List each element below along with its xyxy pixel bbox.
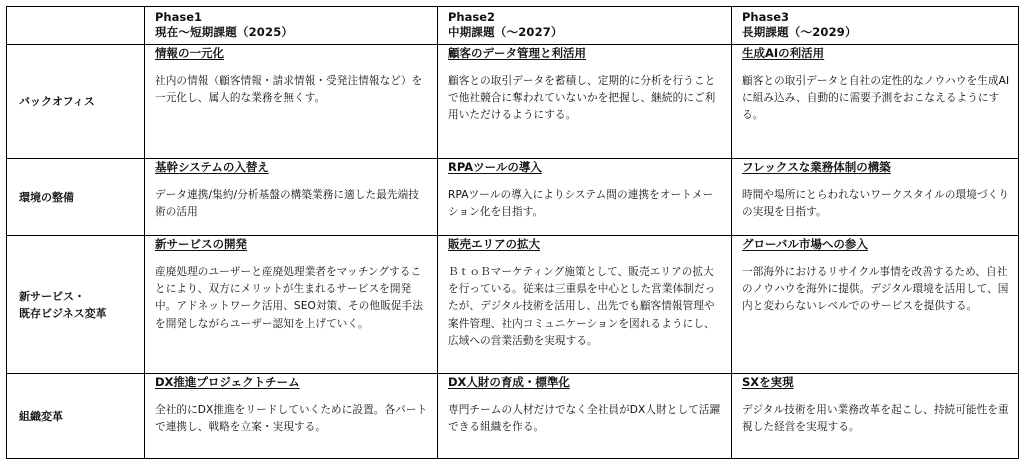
cell-title: グローバル市場への参入 [742,237,868,251]
phase2-header [438,7,732,45]
cell-title: 生成AIの利活用 [742,46,825,60]
phase2-name: Phase2 [448,10,496,24]
row-new-service [7,236,1019,374]
row-label-line: 新サービス・ [19,289,85,303]
phase1-header [145,7,438,45]
cell-body: 社内の情報（顧客情報・請求情報・受発注情報など）を一元化し、属人的な業務を無くす。 [155,75,423,105]
row-label-line: 組織変革 [19,409,63,423]
row-label-line: 既存ビジネス変革 [19,306,107,320]
phase1-cell [145,159,438,236]
dx-roadmap-table [6,6,1019,459]
cell-title: 販売エリアの拡大 [448,237,540,251]
row-label [7,236,145,374]
cell-body: デジタル技術を用い業務改革を起こし、持続可能性を重視した経営を実現する。 [742,404,1009,434]
cell-body: 産廃処理のユーザーと産廃処理業者をマッチングすることにより、双方にメリットが生まれるサービスを開発中。アドネットワーク活用、SEO対策、その他販促手法を開発しながらユーザー認知を上げていく。 [155,266,423,330]
row-back-office [7,45,1019,159]
cell-body: データ連携/集約/分析基盤の構築業務に適した最先端技術の活用 [155,189,419,219]
phase3-cell [732,374,1019,459]
row-label [7,45,145,159]
row-label [7,374,145,459]
cell-title: DX推進プロジェクトチーム [155,375,300,389]
cell-title: フレックスな業務体制の構築 [742,160,891,174]
phase3-cell [732,159,1019,236]
phase1-period: 現在～短期課題（2025） [155,25,294,39]
cell-title: 基幹システムの入替え [155,160,269,174]
corner-cell [7,7,145,45]
cell-title: DX人財の育成・標準化 [448,375,570,389]
cell-title: 顧客のデータ管理と利活用 [448,46,586,60]
cell-body: 顧客との取引データを蓄積し、定期的に分析を行うことで他社競合に奪われていないかを把握し、継続的にご利用いただけるようにする。 [448,75,716,122]
cell-title: RPAツールの導入 [448,160,542,174]
cell-body: 顧客との取引データと自社の定性的なノウハウを生成AIに組み込み、自動的に需要予測をおこなえるようにする。 [742,75,1010,122]
cell-body: ＢｔｏＢマーケティング施策として、販売エリアの拡大を行っている。従来は三重県を中心とした営業体制だったが、デジタル技術を活用し、出先でも顧客情報管理や案件管理、社内コミュニケーションを図れるようにし、広域への営業活動を実現する。 [448,266,716,347]
cell-title: 情報の一元化 [155,46,224,60]
cell-body: 専門チームの人材だけでなく全社員がDX人財として活躍できる組織を作る。 [448,404,721,434]
phase1-name: Phase1 [155,10,203,24]
phase3-name: Phase3 [742,10,790,24]
phase1-cell [145,236,438,374]
phase2-cell [438,159,732,236]
row-environment [7,159,1019,236]
row-organization [7,374,1019,459]
phase3-period: 長期課題（～2029） [742,25,857,39]
row-label [7,159,145,236]
row-label-line: 環境の整備 [19,190,74,204]
phase2-cell [438,45,732,159]
cell-body: RPAツールの導入によりシステム間の連携をオートメーション化を目指す。 [448,189,714,219]
cell-body: 時間や場所にとらわれないワークスタイルの環境づくりの実現を目指す。 [742,189,1010,219]
cell-body: 全社的にDX推進をリードしていくために設置。各パートで連携し、戦略を立案・実現する。 [155,404,428,434]
header-row [7,7,1019,45]
phase2-period: 中期課題（～2027） [448,25,563,39]
phase1-cell [145,45,438,159]
cell-body: 一部海外におけるリサイクル事情を改善するため、自社のノウハウを海外に提供。デジタル環境を活用して、国内と変わらないレベルでのサービスを提供する。 [742,266,1009,313]
phase2-cell [438,374,732,459]
phase3-cell [732,236,1019,374]
phase1-cell [145,374,438,459]
phase3-cell [732,45,1019,159]
cell-title: SXを実現 [742,375,794,389]
phase3-header [732,7,1019,45]
cell-title: 新サービスの開発 [155,237,247,251]
row-label-line: バックオフィス [19,95,95,108]
phase2-cell [438,236,732,374]
